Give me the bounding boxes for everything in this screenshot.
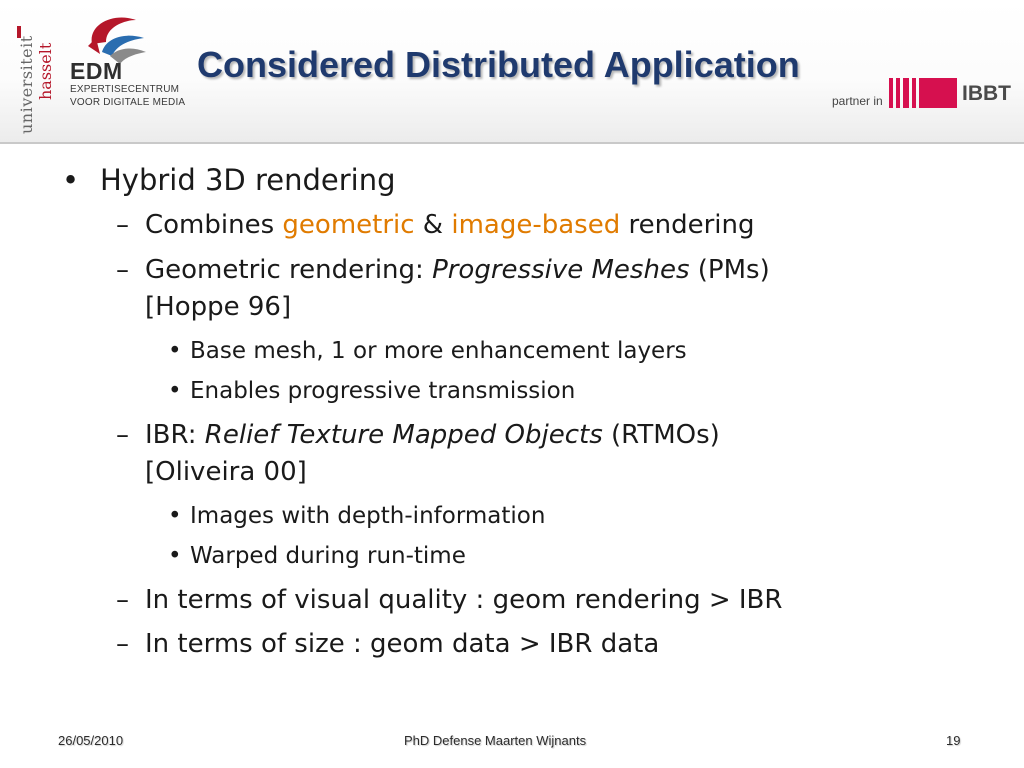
bullet-text-continuation: [Hoppe 96] bbox=[145, 292, 292, 322]
italic-text: Relief Texture Mapped Objects bbox=[204, 420, 603, 450]
text-run: Geometric rendering: bbox=[145, 255, 433, 285]
text-run: (RTMOs) bbox=[602, 420, 720, 450]
bullet-marker: • bbox=[168, 503, 182, 529]
bullet-text: Images with depth-information bbox=[190, 503, 546, 529]
bullet-text bbox=[145, 210, 754, 240]
bullet-marker: • bbox=[168, 338, 182, 364]
text-run: Combines bbox=[145, 210, 283, 240]
bullet-marker: • bbox=[62, 163, 80, 197]
bullet-text: Base mesh, 1 or more enhancement layers bbox=[190, 338, 687, 364]
bullet-text bbox=[145, 255, 770, 285]
bullet-marker: – bbox=[116, 629, 129, 659]
bullet-marker: • bbox=[168, 543, 182, 569]
ibbt-name: IBBT bbox=[962, 82, 1011, 105]
uhasselt-logo-word: hasselt bbox=[36, 42, 55, 100]
bullet-text-continuation: [Oliveira 00] bbox=[145, 457, 307, 487]
uhasselt-logo-word: universiteit bbox=[17, 35, 36, 134]
edm-logo-subtitle: EXPERTISECENTRUM bbox=[70, 84, 180, 95]
bullet-marker: – bbox=[116, 585, 129, 615]
bullet-text: In terms of visual quality : geom rendering > IBR bbox=[145, 585, 783, 615]
highlight-text: geometric bbox=[282, 210, 415, 240]
bullet-marker: – bbox=[116, 255, 129, 285]
highlight-text: image-based bbox=[451, 210, 621, 240]
bullet-text bbox=[145, 420, 720, 450]
bullet-text: Hybrid 3D rendering bbox=[100, 163, 396, 197]
bullet-marker: – bbox=[116, 210, 129, 240]
text-run: IBR: bbox=[145, 420, 205, 450]
bullet-text: In terms of size : geom data > IBR data bbox=[145, 629, 660, 659]
bullet-marker: • bbox=[168, 378, 182, 404]
italic-text: Progressive Meshes bbox=[432, 255, 690, 285]
partner-in-label: partner in bbox=[832, 94, 883, 108]
slide-title: Considered Distributed Application bbox=[197, 44, 800, 85]
footer-presentation-title: PhD Defense Maarten Wijnants bbox=[404, 733, 587, 748]
edm-logo-name: EDM bbox=[70, 58, 123, 84]
footer-date: 26/05/2010 bbox=[58, 733, 124, 748]
text-run: rendering bbox=[620, 210, 755, 240]
bullet-text: Enables progressive transmission bbox=[190, 378, 576, 404]
bullet-marker: – bbox=[116, 420, 129, 450]
text-run: (PMs) bbox=[689, 255, 770, 285]
footer-page-number: 19 bbox=[946, 733, 961, 748]
text-run: & bbox=[414, 210, 452, 240]
bullet-text: Warped during run-time bbox=[190, 543, 466, 569]
edm-logo-subtitle: VOOR DIGITALE MEDIA bbox=[70, 97, 186, 108]
